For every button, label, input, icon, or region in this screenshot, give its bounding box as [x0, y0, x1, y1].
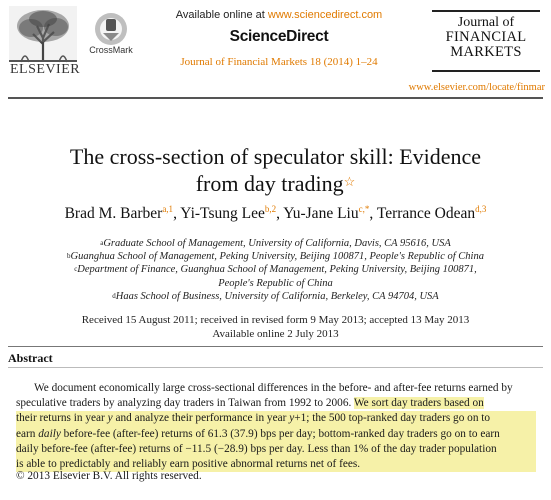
- sciencedirect-brand: ScienceDirect: [229, 28, 329, 45]
- availability-prefix: Available online at: [175, 9, 268, 21]
- highlighted-text: We sort day traders based on: [353, 397, 484, 410]
- affiliation-text: Guanghua School of Management, Peking University, Beijing 100871, People's Republic of China: [70, 251, 484, 263]
- crossmark-label: CrossMark: [89, 45, 133, 55]
- affiliation-item: [60, 237, 491, 250]
- header-divider: [8, 97, 543, 99]
- journal-homepage-link[interactable]: www.elsevier.com/locate/finmar: [408, 82, 545, 93]
- abstract-divider-top: [8, 346, 543, 347]
- abstract-divider-bottom: [8, 367, 543, 368]
- abstract-text: their returns in year: [16, 412, 108, 425]
- affiliation-list: [60, 237, 491, 303]
- received-dates: Received 15 August 2011; received in revised form 9 May 2013; accepted 13 May 2013: [81, 314, 470, 326]
- affiliation-text: People's Republic of China: [218, 277, 333, 289]
- journal-citation-link[interactable]: Journal of Financial Markets 18 (2014) 1–24: [180, 56, 378, 68]
- publisher-wordmark: ELSEVIER: [10, 62, 81, 77]
- abstract-text: before-fee (after-fee) returns of 61.3 (37.9) bps per day; bottom-ranked day traders go on to earn: [60, 427, 500, 440]
- abstract-line: [16, 396, 536, 411]
- abstract-line-highlighted: [16, 427, 536, 442]
- author-list: [10, 205, 541, 223]
- affiliation-item: [60, 263, 491, 276]
- article-title: [20, 143, 531, 197]
- title-line-2: from day trading: [195, 171, 344, 196]
- title-footnote-star-icon[interactable]: ☆: [343, 174, 356, 189]
- crossmark-icon[interactable]: [93, 11, 129, 47]
- abstract-text: and analyze their performance in year: [112, 412, 290, 425]
- journal-box-line-1: Journal of: [457, 15, 515, 30]
- abstract-italic: y: [107, 412, 113, 425]
- author-separator: ,: [276, 205, 284, 222]
- affiliation-item: [60, 290, 491, 303]
- affiliation-marker: b: [67, 252, 71, 261]
- abstract-body: [16, 381, 536, 472]
- author-separator: ,: [369, 205, 377, 222]
- author-name[interactable]: Brad M. Barber: [64, 205, 163, 222]
- affiliation-text: Department of Finance, Guanghua School of Management, Peking University, Beijing 100871,: [77, 264, 477, 276]
- abstract-line-highlighted: [16, 411, 536, 426]
- affiliation-marker: c: [74, 265, 78, 274]
- abstract-italic: daily: [38, 427, 61, 440]
- availability-line: [160, 9, 398, 21]
- author-separator: ,: [173, 205, 181, 222]
- author-affiliation-ref[interactable]: d,3: [475, 204, 487, 214]
- author-name[interactable]: Terrance Odean: [376, 205, 476, 222]
- affiliation-text: Haas School of Business, University of California, Berkeley, CA 94704, USA: [115, 290, 439, 302]
- abstract-italic: y: [289, 412, 295, 425]
- affiliation-marker: d: [112, 291, 116, 300]
- journal-box-line-2: FINANCIAL: [445, 29, 527, 45]
- author-affiliation-ref[interactable]: a,1: [162, 204, 174, 214]
- journal-title-box: [432, 10, 540, 72]
- title-line-1: The cross-section of speculator skill: Evidence: [69, 144, 482, 169]
- author-name[interactable]: Yi-Tsung Lee: [180, 205, 265, 222]
- author-affiliation-ref[interactable]: c,*: [358, 204, 370, 214]
- abstract-line-highlighted: is able to predictably and reliably earn positive abnormal returns net of fees.: [16, 457, 536, 472]
- journal-header: [0, 0, 551, 100]
- abstract-line: We document economically large cross-sectional differences in the before- and after-fee returns earned by: [34, 382, 513, 394]
- abstract-text: earn: [16, 427, 39, 440]
- affiliation-text: Graduate School of Management, University of California, Davis, CA 95616, USA: [103, 238, 451, 249]
- online-date: Available online 2 July 2013: [212, 328, 339, 340]
- author-affiliation-ref[interactable]: b,2: [264, 204, 277, 214]
- affiliation-item: [60, 277, 491, 290]
- journal-box-line-3: MARKETS: [450, 44, 522, 60]
- abstract-heading: Abstract: [8, 351, 53, 365]
- copyright-notice: © 2013 Elsevier B.V. All rights reserved.: [16, 470, 202, 482]
- affiliation-marker: a: [100, 239, 104, 247]
- affiliation-item: [60, 250, 491, 263]
- abstract-line-highlighted: daily before-fee (after-fee) returns of −11.5 (−28.9) bps per day. Less than 1% of the day trader population: [16, 442, 536, 457]
- abstract-text: +1; the 500 top-ranked day traders go on to: [294, 412, 491, 425]
- sciencedirect-link[interactable]: www.sciencedirect.com: [267, 9, 383, 21]
- abstract-text: speculative traders by analyzing day traders in Taiwan from 1992 to 2006.: [16, 397, 354, 410]
- article-history: [30, 313, 521, 341]
- author-name[interactable]: Yu-Jane Liu: [283, 205, 359, 222]
